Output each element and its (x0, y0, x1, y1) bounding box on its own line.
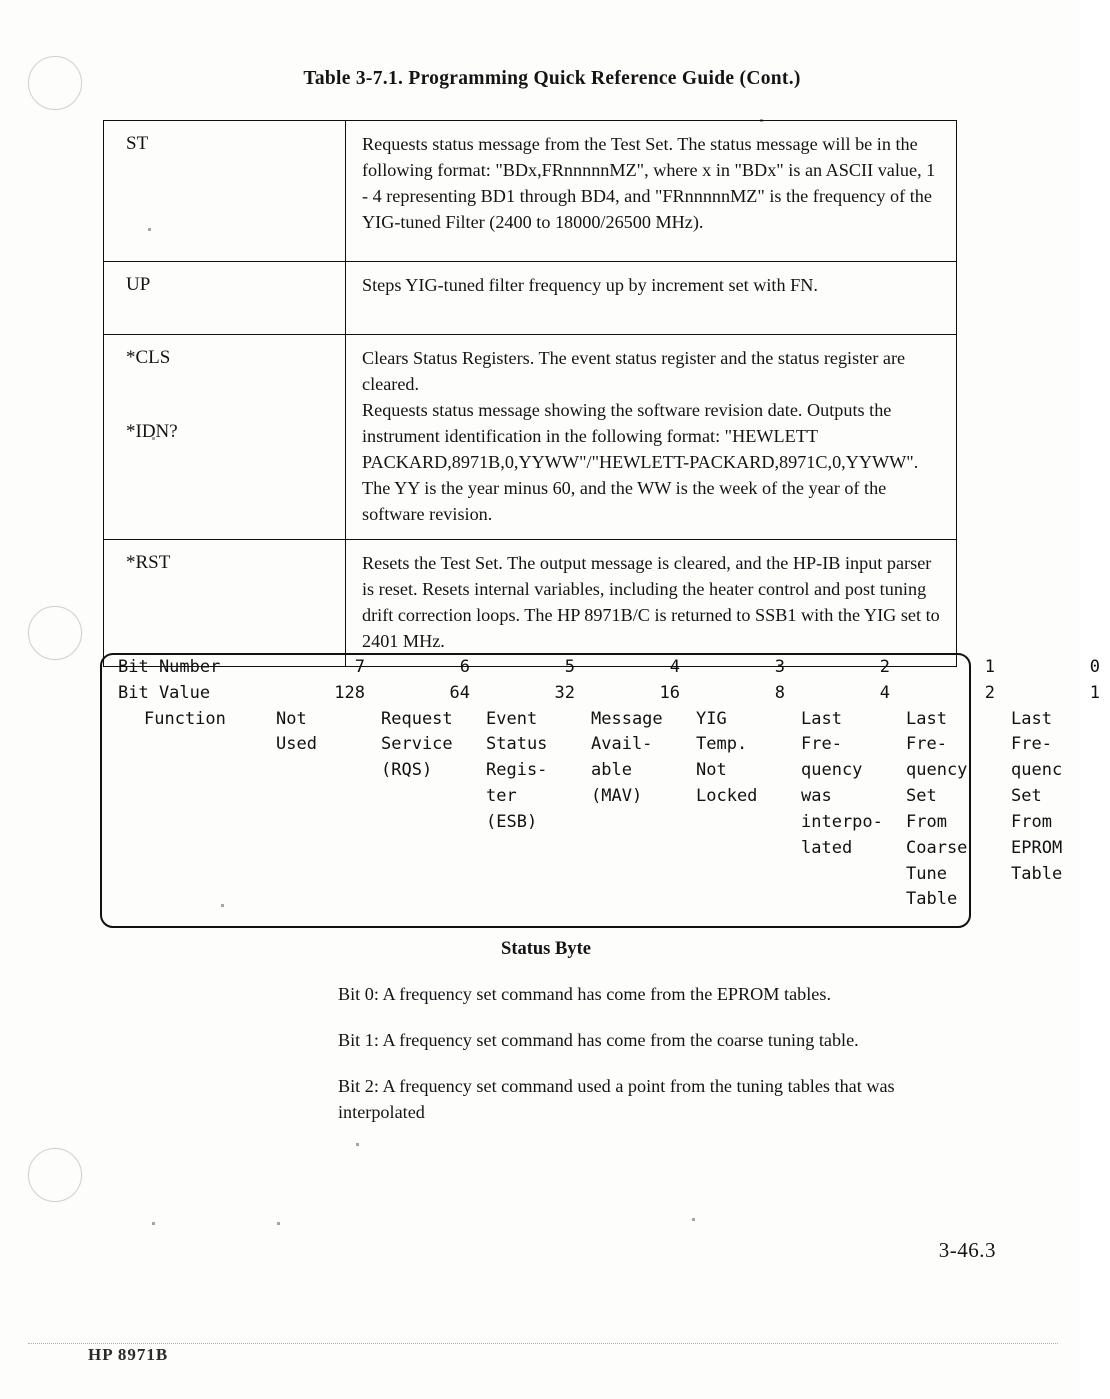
function-text-line: From (1011, 811, 1052, 832)
function-text-line: Not (696, 760, 727, 781)
function-text-line: was (801, 786, 832, 807)
bit-number-2: 2 (879, 657, 890, 677)
function-text-line: Set (1011, 786, 1042, 807)
function-text-line: Locked (696, 786, 758, 807)
function-text-line: Regis- (486, 760, 548, 781)
bit-value-2: 4 (879, 682, 890, 703)
bit-number-4: 4 (669, 657, 680, 677)
function-text-line: (RQS) (381, 760, 433, 781)
row-label-bit-number: Bit Number (118, 657, 221, 677)
function-bit-3 (690, 707, 795, 914)
bit-note-1 (338, 1027, 978, 1053)
bit-value-1: 2 (984, 682, 995, 703)
bit-note-0 (338, 981, 978, 1007)
table-row (104, 335, 957, 540)
function-text-line: quency (906, 760, 968, 781)
status-byte-diagram (100, 653, 1100, 928)
function-text-line: Event (486, 708, 538, 729)
table-row (104, 540, 957, 667)
table-row (104, 121, 957, 262)
bit-note-0-label: Bit 0: (338, 984, 379, 1004)
bit-number-3: 3 (774, 657, 785, 677)
function-text-line: Fre- (906, 734, 947, 755)
scan-speck (692, 1218, 695, 1221)
function-bit-1 (900, 707, 1005, 914)
bit-number-1: 1 (984, 657, 995, 677)
status-byte-caption: Status Byte (501, 939, 591, 959)
command-name-idn: *IDN? (126, 421, 178, 442)
command-name-cls: *CLS (126, 347, 171, 368)
row-label-bit-value: Bit Value (118, 682, 211, 703)
bit-note-1-label: Bit 1: (338, 1030, 379, 1050)
function-text-line: Message (591, 708, 663, 729)
command-name-st: ST (104, 121, 346, 262)
function-text-line: Avail- (591, 734, 653, 755)
function-text-line: Tune (906, 863, 947, 884)
command-description-cls-idn (346, 335, 957, 540)
bit-note-2-label: Bit 2: (338, 1076, 379, 1096)
scan-speck (221, 904, 224, 907)
function-text-line: YIG (696, 708, 727, 729)
bit-number-5: 5 (564, 657, 575, 677)
status-byte-bit-value-row (102, 681, 1110, 707)
footer-label: HP 8971B (88, 1345, 169, 1364)
function-text-line: Used (276, 734, 317, 755)
function-text-line: (ESB) (486, 811, 538, 832)
function-text-line: Service (381, 734, 453, 755)
bit-value-5: 32 (554, 682, 575, 703)
function-bit-2 (795, 707, 900, 914)
function-text-line: Not (276, 708, 307, 729)
command-description-cls: Clears Status Registers. The event status register and the status register are cleared. (362, 348, 906, 395)
function-text-line: lated (801, 837, 853, 858)
function-bit-4 (585, 707, 690, 914)
command-name-cls-idn (104, 335, 346, 540)
bit-number-0: 0 (1089, 657, 1100, 677)
punch-hole-icon (28, 606, 82, 660)
function-text-line: able (591, 760, 632, 781)
function-text-line: interpo- (801, 811, 883, 832)
scan-speck (356, 1143, 359, 1146)
function-bit-6 (375, 707, 480, 914)
row-label-function: Function (144, 708, 226, 729)
function-text-line: Last (1011, 708, 1052, 729)
function-text-line: Table (1011, 863, 1063, 884)
function-bit-5 (480, 707, 585, 914)
function-text-line: Request (381, 708, 453, 729)
function-text-line: (MAV) (591, 786, 643, 807)
function-text-line: Status (486, 734, 548, 755)
function-text-line: Temp. (696, 734, 748, 755)
bit-note-0-text: A frequency set command has come from the EPROM tables. (382, 984, 831, 1004)
bit-value-4: 16 (659, 682, 680, 703)
function-text-line: ter (486, 786, 517, 807)
scan-speck (760, 119, 763, 122)
table-title: Table 3-7.1. Programming Quick Reference Guide (Cont.) (303, 68, 801, 89)
bit-value-7: 128 (334, 682, 365, 703)
scan-speck (152, 1222, 155, 1225)
bit-number-6: 6 (459, 657, 470, 677)
bit-value-6: 64 (449, 682, 470, 703)
command-name-rst: *RST (104, 540, 346, 667)
scan-speck (277, 1222, 280, 1225)
status-byte-bit-number-row (102, 655, 1110, 681)
function-text-line: From (906, 811, 947, 832)
punch-hole-icon (28, 1148, 82, 1202)
table-row (104, 262, 957, 335)
function-text-line: quenc (1011, 760, 1063, 781)
command-reference-table (103, 120, 957, 667)
function-text-line: Coarse (906, 837, 968, 858)
bit-note-2 (338, 1073, 978, 1126)
function-text-line: Fre- (801, 734, 842, 755)
bit-number-7: 7 (354, 657, 365, 677)
footer-divider (28, 1343, 1058, 1345)
scan-speck (152, 437, 155, 440)
function-text-line: quency (801, 760, 863, 781)
command-name-up: UP (104, 262, 346, 335)
bit-note-1-text: A frequency set command has come from the coarse tuning table. (382, 1030, 859, 1050)
status-byte-grid (102, 655, 1110, 913)
function-text-line: Last (906, 708, 947, 729)
command-description-rst: Resets the Test Set. The output message is cleared, and the HP-IB input parser is reset. Resets internal variables, including the heater control and post tuning drift correction loops. The HP 8971B/C is returned to SSB1 with the YIG set to 2401 MHz. (346, 540, 957, 667)
function-text-line: EPROM (1011, 837, 1063, 858)
status-byte-function-row (102, 707, 1110, 914)
function-text-line: Set (906, 786, 937, 807)
command-description-up: Steps YIG-tuned filter frequency up by increment set with FN. (346, 262, 957, 335)
function-bit-0 (1005, 707, 1110, 914)
function-text-line: Table (906, 889, 958, 910)
function-text-line: Last (801, 708, 842, 729)
function-bit-7 (270, 707, 375, 914)
scan-speck (148, 228, 151, 231)
bit-value-3: 8 (774, 682, 785, 703)
bit-value-0: 1 (1089, 682, 1100, 703)
bit-note-2-text: A frequency set command used a point from the tuning tables that was interpolated (338, 1076, 895, 1123)
command-description-idn: Requests status message showing the software revision date. Outputs the instrument identification in the following format: "HEWLETT PACKARD,8971B,0,YYWW"/"HEWLETT-PACKARD,8971C,0,YYWW". The YY is the year minus 60, and the WW is the week of the year of the software revision. (362, 400, 919, 525)
function-text-line: Fre- (1011, 734, 1052, 755)
page-number: 3-46.3 (938, 1238, 996, 1262)
command-description-st: Requests status message from the Test Set. The status message will be in the following format: "BDx,FRnnnnnMZ", where x in "BDx" is an ASCII value, 1 - 4 representing BD1 through BD4, and "FRnnnnnMZ" is the frequency of the YIG-tuned Filter (2400 to 18000/26500 MHz). (346, 121, 957, 262)
